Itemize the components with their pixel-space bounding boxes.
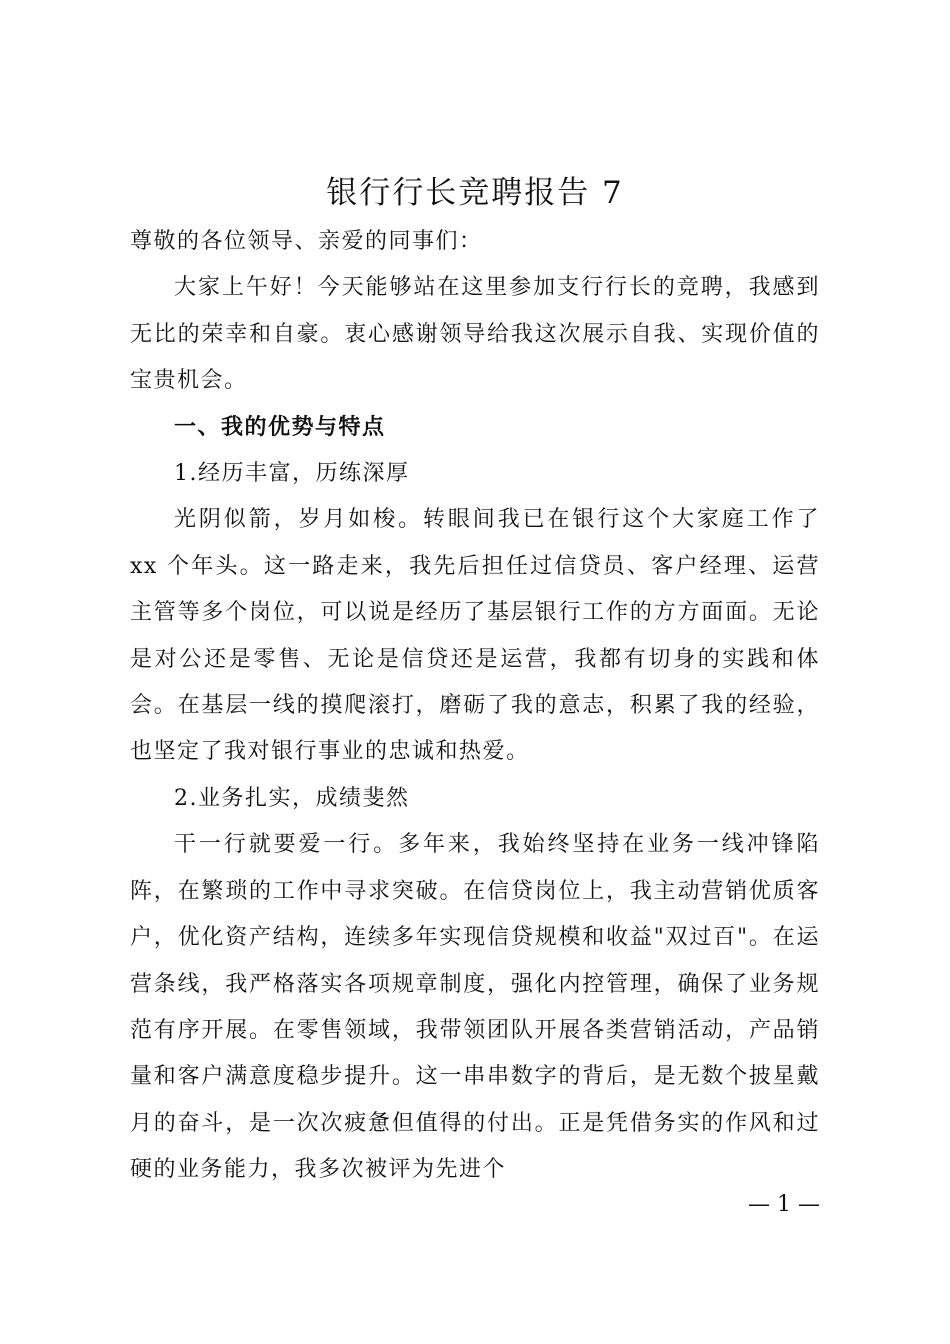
document-body xyxy=(130,219,820,1194)
paragraph-performance: 干一行就要爱一行。多年来，我始终坚持在业务一线冲锋陷阵，在繁琐的工作中寻求突破。在信贷岗位上，我主动营销优质客户，优化资产结构，连续多年实现信贷规模和收益"双过百"。在运营条线，我严格落实各项规章制度，强化内控管理，确保了业务规范有序开展。在零售领域，我带领团队开展各类营销活动，产品销量和客户满意度稳步提升。这一串串数字的背后，是无数个披星戴月的奋斗，是一次次疲惫但值得的付出。正是凭借务实的作风和过硬的业务能力，我多次被评为先进个 xyxy=(130,832,820,1183)
paragraph-experience: 光阴似箭，岁月如梭。转眼间我已在银行这个大家庭工作了 xx 个年头。这一路走来，我先后担任过信贷员、客户经理、运营主管等多个岗位，可以说是经历了基层银行工作的方方面面。无论是对公还是零售、无论是信贷还是运营，我都有切身的实践和体会。在基层一线的摸爬滚打，磨砺了我的意志，积累了我的经验，也坚定了我对银行事业的忠诚和热爱。 xyxy=(130,507,820,765)
subheading-performance: 2.业务扎实，成绩斐然 xyxy=(174,785,410,811)
paragraph-greeting: 大家上午好！今天能够站在这里参加支行行长的竞聘，我感到无比的荣幸和自豪。衷心感谢领导给我这次展示自我、实现价值的宝贵机会。 xyxy=(130,275,820,394)
subheading-experience: 1.经历丰富，历练深厚 xyxy=(174,461,410,487)
page-number: — 1 — xyxy=(748,1192,820,1217)
document-title: 银行行长竞聘报告 7 xyxy=(326,175,624,211)
salutation: 尊敬的各位领导、亲爱的同事们： xyxy=(130,229,483,254)
section-heading-advantages: 一、我的优势与特点 xyxy=(174,414,386,440)
